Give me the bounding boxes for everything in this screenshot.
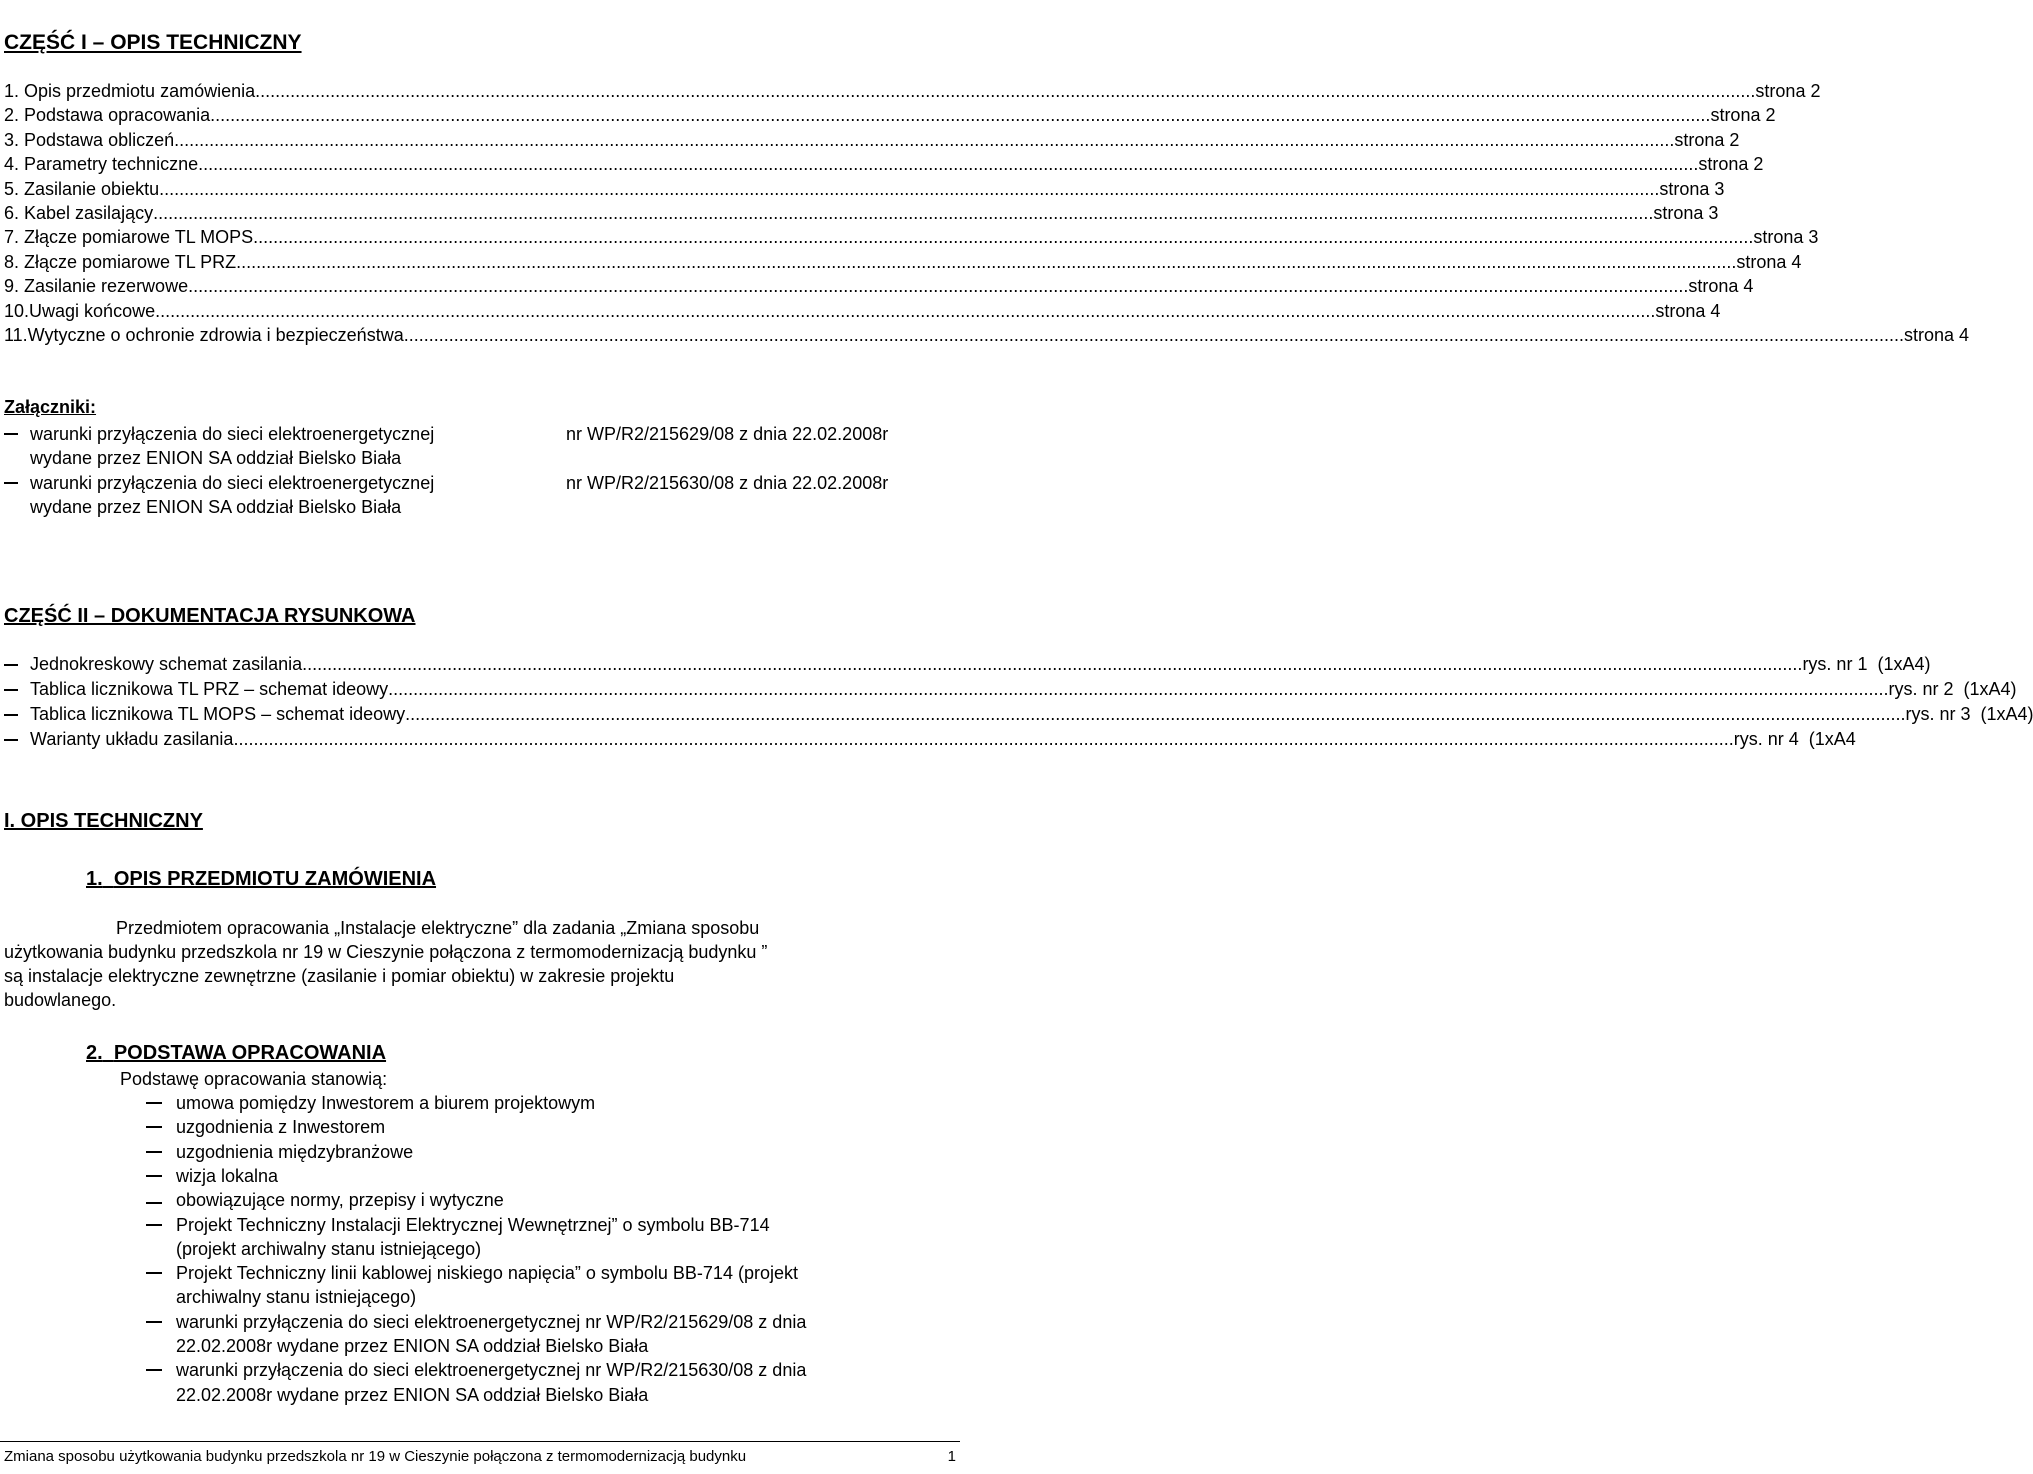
- drawing-leader-dots: ............................................................................................................................................................................................................................................................................................................: [302, 654, 1803, 674]
- dash-bullet: [146, 1369, 162, 1371]
- toc-page: strona 4: [1904, 325, 1970, 345]
- drawing-leader-dots: ............................................................................................................................................................................................................................................................................................................: [388, 679, 1889, 699]
- toc-leader-dots: ............................................................................................................................................................................................................................................................................................................: [188, 276, 1689, 297]
- toc-label: 2. Podstawa opracowania: [4, 105, 211, 126]
- drawing-ref: rys. nr 1 (1xA4): [1802, 654, 1931, 674]
- basis-item-continuation: 22.02.2008r wydane przez ENION SA oddział Bielsko Biała: [176, 1384, 649, 1405]
- basis-item-continuation: (projekt archiwalny stanu istniejącego): [176, 1238, 482, 1259]
- toc-leader-dots: ............................................................................................................................................................................................................................................................................................................: [198, 154, 1699, 175]
- section1-para-line1: Przedmiotem opracowania „Instalacje elektryczne” dla zadania „Zmiana sposobu: [116, 918, 760, 938]
- toc-leader-dots: ............................................................................................................................................................................................................................................................................................................: [174, 129, 1675, 150]
- drawing-ref: rys. nr 4 (1xA4: [1733, 729, 1856, 749]
- section2-title: PODSTAWA OPRACOWANIA: [113, 1042, 387, 1064]
- drawing-label: Jednokreskowy schemat zasilania: [30, 654, 303, 674]
- dash-bullet: [146, 1272, 162, 1274]
- section1-heading: I. OPIS TECHNICZNY: [4, 810, 203, 832]
- drawing-entry: [30, 678, 2017, 700]
- dash-bullet: [4, 482, 18, 484]
- dash-bullet: [4, 689, 18, 691]
- toc-page: strona 3: [1653, 203, 1719, 223]
- drawing-label: Tablica licznikowa TL MOPS – schemat ideowy: [30, 704, 406, 724]
- toc-entry: [4, 300, 1721, 322]
- section1-title: OPIS PRZEDMIOTU ZAMÓWIENIA: [113, 868, 437, 890]
- basis-item: umowa pomiędzy Inwestorem a biurem projektowym: [176, 1093, 596, 1113]
- section2-intro: Podstawę opracowania stanowią:: [120, 1069, 388, 1089]
- dash-bullet: [4, 664, 18, 666]
- toc-page: strona 4: [1655, 300, 1721, 321]
- basis-item: obowiązujące normy, przepisy i wytyczne: [176, 1190, 504, 1211]
- section1-subheading: [86, 866, 436, 892]
- page-number: 1: [947, 1448, 956, 1465]
- dash-bullet: [4, 714, 18, 716]
- toc-page: strona 4: [1736, 251, 1802, 272]
- toc-entry: [4, 80, 1821, 102]
- drawing-label: Warianty układu zasilania: [30, 729, 234, 749]
- dash-bullet: [146, 1321, 162, 1323]
- basis-item: warunki przyłączenia do sieci elektroenergetycznej nr WP/R2/215629/08 z dnia: [176, 1311, 807, 1332]
- toc-page: strona 4: [1688, 276, 1754, 297]
- section1-para-line2: użytkowania budynku przedszkola nr 19 w Cieszynie połączona z termomodernizacją budynku ”: [4, 942, 768, 962]
- toc-page: strona 3: [1753, 227, 1819, 248]
- basis-item-continuation: 22.02.2008r wydane przez ENION SA oddział Bielsko Biała: [176, 1336, 649, 1356]
- toc-leader-dots: ............................................................................................................................................................................................................................................................................................................: [255, 81, 1756, 101]
- basis-item: Projekt Techniczny Instalacji Elektrycznej Wewnętrznej” o symbolu BB-714: [176, 1214, 770, 1235]
- toc-label: 10.Uwagi końcowe: [4, 300, 156, 321]
- toc-entry: [4, 129, 1740, 151]
- attachment-2-line2: wydane przez ENION SA oddział Bielsko Biała: [30, 497, 402, 517]
- drawing-entry: [30, 653, 1931, 675]
- drawing-ref: rys. nr 3 (1xA4): [1905, 704, 2033, 724]
- toc-entry: [4, 226, 1819, 248]
- part1-title: CZĘŚĆ I – OPIS TECHNICZNY: [4, 31, 302, 54]
- toc-leader-dots: ............................................................................................................................................................................................................................................................................................................: [155, 300, 1656, 321]
- toc-entry: [4, 324, 1970, 346]
- drawing-entry: [30, 728, 1856, 750]
- toc-label: 4. Parametry techniczne: [4, 154, 199, 175]
- toc-page: strona 3: [1659, 178, 1725, 199]
- dash-bullet: [4, 433, 18, 435]
- section2-subheading: [86, 1040, 386, 1066]
- dash-bullet: [4, 739, 18, 741]
- drawing-label: Tablica licznikowa TL PRZ – schemat ideowy: [30, 679, 389, 699]
- part2-title: CZĘŚĆ II – DOKUMENTACJA RYSUNKOWA: [4, 605, 416, 627]
- toc-leader-dots: ............................................................................................................................................................................................................................................................................................................: [253, 227, 1754, 248]
- toc-leader-dots: ............................................................................................................................................................................................................................................................................................................: [236, 251, 1737, 272]
- toc-entry: [4, 202, 1719, 224]
- page-footer: [4, 1447, 956, 1469]
- toc-label: 9. Zasilanie rezerwowe: [4, 276, 189, 297]
- section1-para-line3: są instalacje elektryczne zewnętrzne (zasilanie i pomiar obiektu) w zakresie projektu: [4, 966, 675, 986]
- toc-entry: [4, 178, 1725, 200]
- toc-leader-dots: ............................................................................................................................................................................................................................................................................................................: [210, 105, 1711, 126]
- toc-entry: [4, 104, 1776, 126]
- toc-label: 8. Złącze pomiarowe TL PRZ: [4, 251, 237, 272]
- basis-item: Projekt Techniczny linii kablowej niskiego napięcia” o symbolu BB-714 (projekt: [176, 1263, 798, 1284]
- attachments-heading: Załączniki:: [4, 397, 97, 417]
- attachment-1-line2: wydane przez ENION SA oddział Bielsko Biała: [30, 448, 402, 468]
- toc-entry: [4, 251, 1802, 273]
- basis-item-continuation: archiwalny stanu istniejącego): [176, 1287, 417, 1308]
- toc-entry: [4, 153, 1764, 175]
- basis-item: warunki przyłączenia do sieci elektroenergetycznej nr WP/R2/215630/08 z dnia: [176, 1360, 807, 1381]
- toc-page: strona 2: [1674, 129, 1740, 150]
- dash-bullet: [146, 1151, 162, 1153]
- toc-entry: [4, 275, 1754, 297]
- footer-text: Zmiana sposobu użytkowania budynku przedszkola nr 19 w Cieszynie połączona z termomodernizacją budynku: [4, 1448, 747, 1465]
- drawing-leader-dots: ............................................................................................................................................................................................................................................................................................................: [405, 704, 1906, 724]
- section2-number: 2.: [86, 1042, 103, 1064]
- toc-label: 6. Kabel zasilający: [4, 203, 154, 223]
- attachment-2-right: nr WP/R2/215630/08 z dnia 22.02.2008r: [566, 473, 889, 493]
- toc-label: 11.Wytyczne o ochronie zdrowia i bezpieczeństwa: [4, 325, 404, 345]
- basis-item: uzgodnienia międzybranżowe: [176, 1141, 414, 1162]
- section1-number: 1.: [86, 868, 103, 890]
- drawing-entry: [30, 703, 2033, 725]
- dash-bullet: [146, 1126, 162, 1128]
- basis-item: wizja lokalna: [176, 1165, 279, 1186]
- drawing-leader-dots: ............................................................................................................................................................................................................................................................................................................: [233, 729, 1734, 749]
- attachment-1-left: warunki przyłączenia do sieci elektroenergetycznej: [30, 424, 435, 444]
- toc-label: 1. Opis przedmiotu zamówienia: [4, 81, 256, 101]
- toc-leader-dots: ............................................................................................................................................................................................................................................................................................................: [403, 325, 1904, 345]
- attachment-1-right: nr WP/R2/215629/08 z dnia 22.02.2008r: [566, 424, 889, 444]
- toc-label: 3. Podstawa obliczeń: [4, 129, 175, 150]
- section1-para-line4: budowlanego.: [4, 990, 117, 1010]
- dash-bullet: [146, 1102, 162, 1104]
- basis-item: uzgodnienia z Inwestorem: [176, 1117, 386, 1138]
- drawing-ref: rys. nr 2 (1xA4): [1888, 679, 2017, 699]
- toc-leader-dots: ............................................................................................................................................................................................................................................................................................................: [159, 178, 1660, 199]
- toc-page: strona 2: [1710, 105, 1776, 126]
- attachment-2-left: warunki przyłączenia do sieci elektroenergetycznej: [30, 473, 435, 493]
- toc-label: 7. Złącze pomiarowe TL MOPS: [4, 227, 254, 248]
- toc-leader-dots: ............................................................................................................................................................................................................................................................................................................: [153, 203, 1654, 223]
- toc-page: strona 2: [1698, 154, 1764, 175]
- dash-bullet: [146, 1202, 162, 1204]
- dash-bullet: [146, 1175, 162, 1177]
- footer-divider: [0, 1441, 960, 1442]
- dash-bullet: [146, 1224, 162, 1226]
- toc-label: 5. Zasilanie obiektu: [4, 178, 160, 199]
- toc-page: strona 2: [1755, 81, 1821, 101]
